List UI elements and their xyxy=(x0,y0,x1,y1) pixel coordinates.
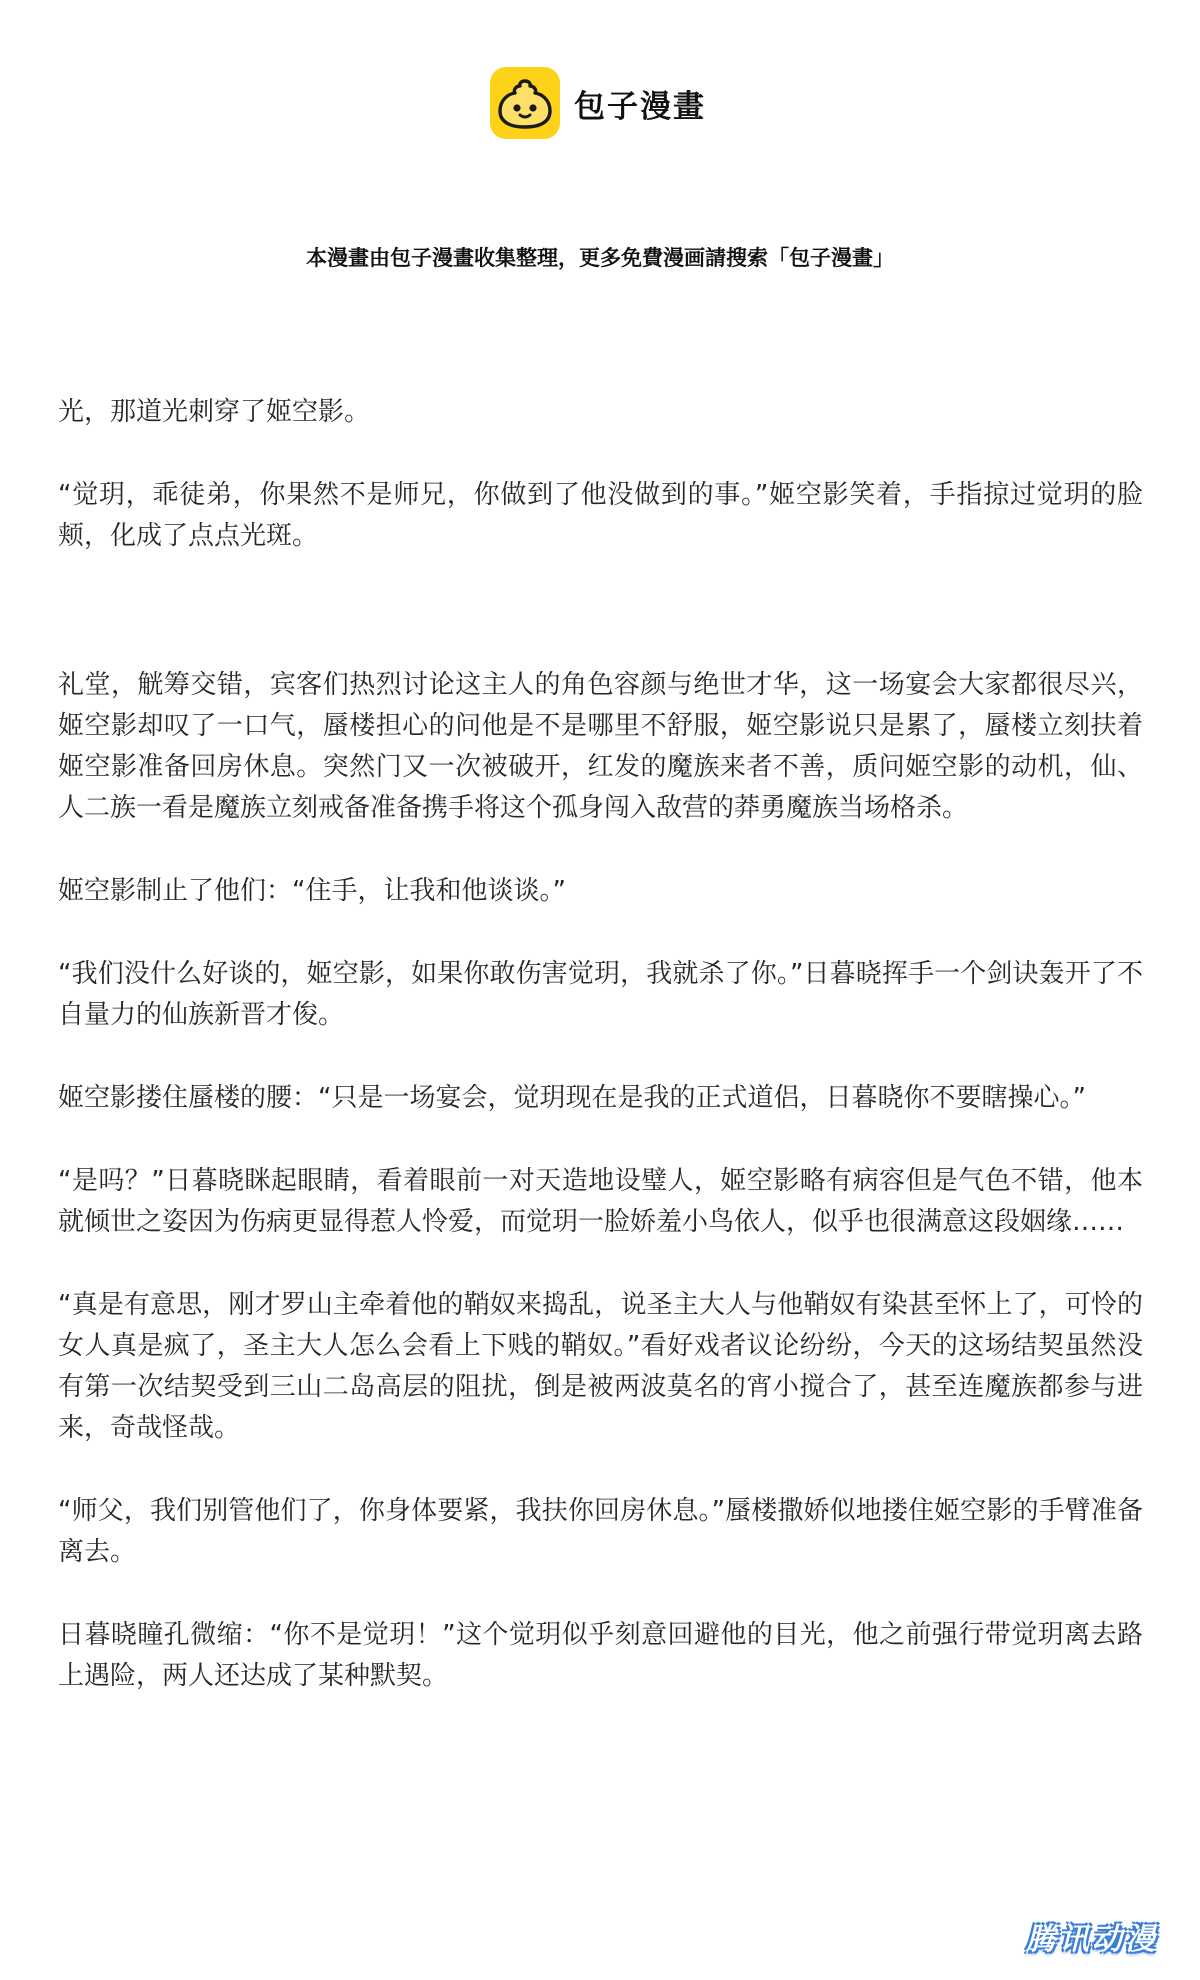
story-paragraph: 姬空影制止了他们：“住手，让我和他谈谈。” xyxy=(58,876,566,906)
story-paragraph: “真是有意思，刚才罗山主牵着他的鞘奴来捣乱，说圣主大人与他鞘奴有染甚至怀上了，可怜的女人真是疯了，圣主大人怎么会看上下贱的鞘奴。”看好戏者议论纷纷，今天的这场结契虽然没有第一次结契受到三山二岛高层的阻扰，倒是被两波莫名的宵小搅合了，甚至连魔族都参与进来，奇哉怪哉。 xyxy=(58,1290,1143,1443)
brand-name: 包子漫畫 xyxy=(574,88,706,125)
story-paragraph: “觉玥，乖徒弟，你果然不是师兄，你做到了他没做到的事。”姬空影笑着，手指掠过觉玥的脸颊，化成了点点光斑。 xyxy=(58,480,1143,551)
watermark-text: 腾讯动漫 xyxy=(1026,1922,1158,1957)
story-paragraph: 日暮晓瞳孔微缩：“你不是觉玥！”这个觉玥似乎刻意回避他的目光，他之前强行带觉玥离去路上遇险，两人还达成了某种默契。 xyxy=(58,1620,1143,1691)
brand[interactable] xyxy=(490,66,706,140)
story-text xyxy=(58,392,1143,1739)
story-paragraph: “是吗？”日暮晓眯起眼睛，看着眼前一对天造地设璧人，姬空影略有病容但是气色不错，他本就倾世之姿因为伤病更显得惹人怜爱，而觉玥一脸娇羞小鸟依人，似乎也很满意这段姻缘…… xyxy=(58,1166,1143,1237)
story-paragraph: “我们没什么好谈的，姬空影，如果你敢伤害觉玥，我就杀了你。”日暮晓挥手一个剑诀轰开了不自量力的仙族新晋才俊。 xyxy=(58,959,1143,1030)
baozi-face-icon xyxy=(490,67,560,139)
watermark-logo xyxy=(1012,1914,1172,1958)
story-paragraph: 礼堂，觥筹交错，宾客们热烈讨论这主人的角色容颜与绝世才华，这一场宴会大家都很尽兴，姬空影却叹了一口气，蜃楼担心的问他是不是哪里不舒服，姬空影说只是累了，蜃楼立刻扶着姬空影准备回房休息。突然门又一次被破开，红发的魔族来者不善，质问姬空影的动机，仙、人二族一看是魔族立刻戒备准备携手将这个孤身闯入敌营的莽勇魔族当场格杀。 xyxy=(58,670,1143,823)
story-paragraph: 姬空影搂住蜃楼的腰：“只是一场宴会，觉玥现在是我的正式道侣，日暮晓你不要瞎操心。” xyxy=(58,1083,1086,1113)
story-paragraph: “师父，我们别管他们了，你身体要紧，我扶你回房休息。”蜃楼撒娇似地搂住姬空影的手臂准备离去。 xyxy=(58,1496,1143,1567)
story-paragraph: 光，那道光刺穿了姬空影。 xyxy=(58,397,371,427)
header xyxy=(0,66,1200,270)
source-notice: 本漫畫由包子漫畫收集整理，更多免費漫画請搜索「包子漫畫」 xyxy=(306,246,894,270)
